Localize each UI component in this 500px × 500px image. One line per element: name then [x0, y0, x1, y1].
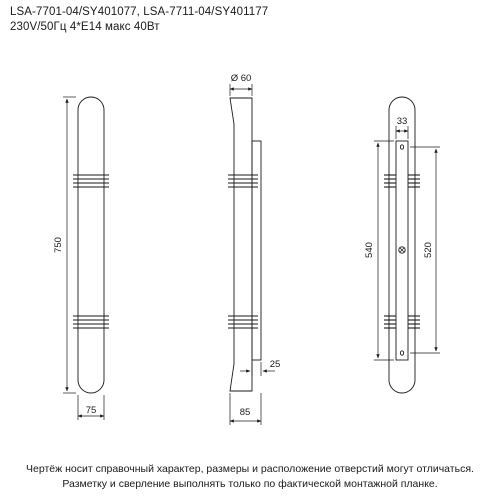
- mounting-hole-bottom: [400, 351, 403, 355]
- front-height-label: 750: [53, 237, 64, 253]
- model-codes: LSA-7701-04/SY401077, LSA-7711-04/SY401177: [10, 6, 269, 18]
- side-view: [228, 84, 275, 425]
- mounting-hole-top: [400, 145, 403, 149]
- plate-width-label: 33: [396, 116, 408, 127]
- side-bottom-rings: [228, 316, 258, 328]
- plate-height-dimension: [374, 141, 394, 360]
- side-lamp-body: [230, 98, 252, 391]
- disclaimer-line-1: Чертёж носит справочный характер, размеры и расположение отверстий могут отличаться.: [26, 463, 474, 475]
- mounting-plate: [396, 141, 408, 360]
- side-top-rings: [228, 175, 258, 187]
- front-width-label: 75: [85, 405, 97, 416]
- side-depth-label: 85: [239, 407, 251, 418]
- hole-spacing-label: 520: [423, 242, 434, 258]
- electrical-specs: 230V/50Гц 4*E14 макс 40Вт: [10, 21, 160, 33]
- side-wall-plate: [252, 141, 261, 360]
- front-lamp-body: [78, 97, 104, 393]
- plate-height-label: 540: [364, 242, 375, 258]
- disclaimer-line-2: Разметку и сверление выполнять только по фактической монтажной планке.: [62, 478, 438, 490]
- side-diameter-label: Ø 60: [230, 73, 252, 84]
- front-height-dimension: [63, 97, 76, 393]
- side-diameter-dimension: [230, 84, 252, 96]
- side-offset-label: 25: [269, 359, 281, 370]
- plate-width-dimension: [396, 126, 408, 139]
- front-view: [63, 97, 109, 420]
